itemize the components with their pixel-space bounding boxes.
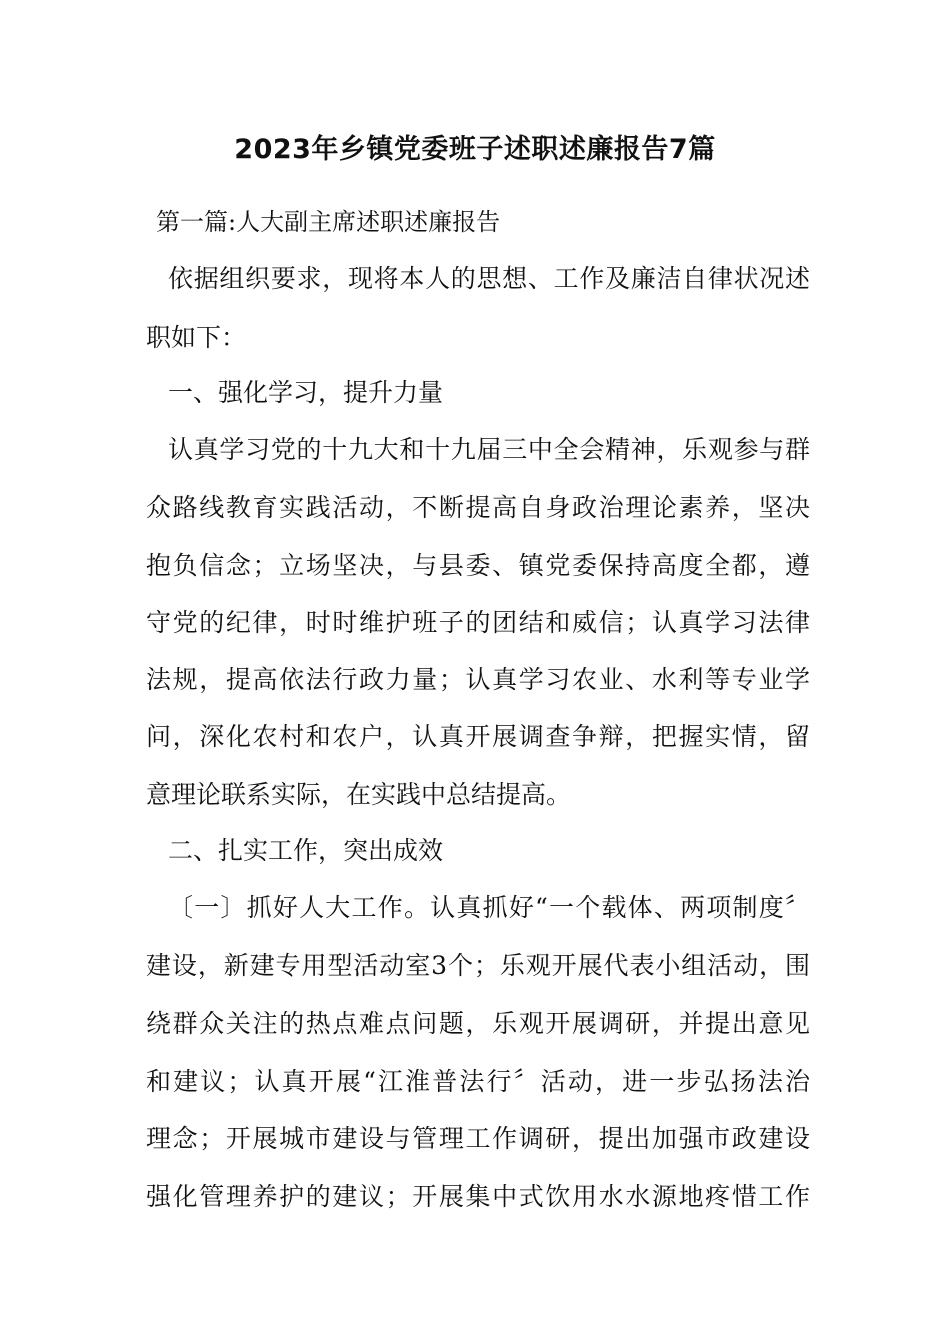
section-heading: 二、扎实工作，突出成效 bbox=[168, 836, 444, 865]
paragraph-line: 依据组织要求，现将本人的思想、工作及廉洁自律状况述 bbox=[168, 264, 810, 293]
document-title: 2023年乡镇党委班子述职述廉报告7篇 bbox=[234, 134, 716, 165]
paragraph-line: 守党的纪律，时时维护班子的团结和威信；认真学习法律 bbox=[146, 608, 810, 637]
paragraph-line: 职如下： bbox=[146, 323, 247, 352]
paragraph-line: 和建议；认真开展“江淮普法行〞活动，进一步弘扬法治 bbox=[146, 1067, 810, 1096]
paragraph-line: 〔一〕抓好人大工作。认真抓好“一个载体、两项制度〞 bbox=[168, 893, 810, 922]
paragraph-line: 理念；开展城市建设与管理工作调研，提出加强市政建设 bbox=[146, 1124, 810, 1153]
paragraph-line: 建设，新建专用型活动室3个；乐观开展代表小组活动，围 bbox=[146, 951, 810, 980]
paragraph-line: 认真学习党的十九大和十九届三中全会精神，乐观参与群 bbox=[168, 435, 810, 464]
paragraph-line: 抱负信念；立场坚决，与县委、镇党委保持高度全都，遵 bbox=[146, 551, 810, 580]
section-subtitle: 第一篇:人大副主席述职述廉报告 bbox=[156, 208, 501, 236]
paragraph-line: 强化管理养护的建议；开展集中式饮用水水源地疼惜工作 bbox=[146, 1182, 810, 1211]
paragraph-line: 法规，提高依法行政力量；认真学习农业、水利等专业学 bbox=[146, 665, 810, 694]
paragraph-line: 绕群众关注的热点难点问题，乐观开展调研，并提出意见 bbox=[146, 1009, 810, 1038]
section-heading: 一、强化学习，提升力量 bbox=[168, 378, 444, 407]
paragraph-line: 问，深化农村和农户，认真开展调查争辩，把握实情，留 bbox=[146, 722, 810, 751]
paragraph-line: 意理论联系实际，在实践中总结提高。 bbox=[146, 780, 572, 809]
paragraph-line: 众路线教育实践活动，不断提高自身政治理论素养，坚决 bbox=[146, 493, 810, 522]
